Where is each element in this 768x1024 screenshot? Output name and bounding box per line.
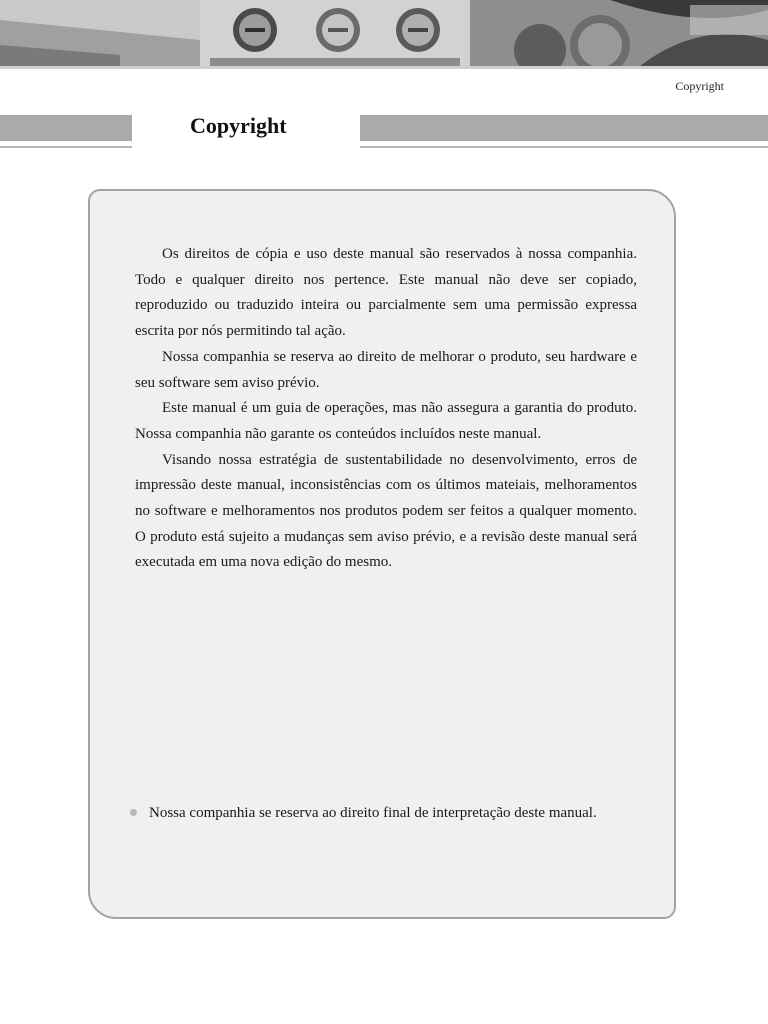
- header-banner-image: [0, 0, 768, 66]
- title-bar-right-underline: [360, 146, 768, 148]
- banner-divider: [0, 66, 768, 69]
- car-dashboard-illustration: [0, 0, 768, 66]
- paragraph: Os direitos de cópia e uso deste manual são reservados à nossa companhia. Todo e qualquer direito nos pertence. Este manual não deve ser copiado, reproduzido ou traduzido inteira ou parcialmente sem uma permissão expressa escrita por nós permitindo tal ação.: [135, 246, 637, 340]
- note: [130, 802, 660, 824]
- note-text: Nossa companhia se reserva ao direito final de interpretação deste manual.: [149, 805, 597, 821]
- running-header: Copyright: [675, 79, 724, 93]
- bullet-icon: [130, 809, 137, 816]
- paragraph: Visando nossa estratégia de sustentabilidade no desenvolvimento, erros de impressão deste manual, inconsistências com os últimos mateiais, melhoramentos no software e melhoramentos nos produtos podem ser feitos a qualquer momento. O produto está sujeito a mudanças sem aviso prévio, e a revisão deste manual será executada em uma nova edição do mesmo.: [135, 451, 637, 571]
- title-bar-left: [0, 115, 132, 141]
- paragraph: Nossa companhia se reserva ao direito de melhorar o produto, seu hardware e seu software sem aviso prévio.: [135, 348, 637, 391]
- title-bar-left-underline: [0, 146, 132, 148]
- paragraph: Este manual é um guia de operações, mas não assegura a garantia do produto. Nossa companhia não garante os conteúdos incluídos neste manual.: [135, 400, 637, 442]
- section-title: Copyright: [190, 113, 287, 138]
- title-bar-right: [360, 115, 768, 141]
- body-text: [135, 242, 637, 576]
